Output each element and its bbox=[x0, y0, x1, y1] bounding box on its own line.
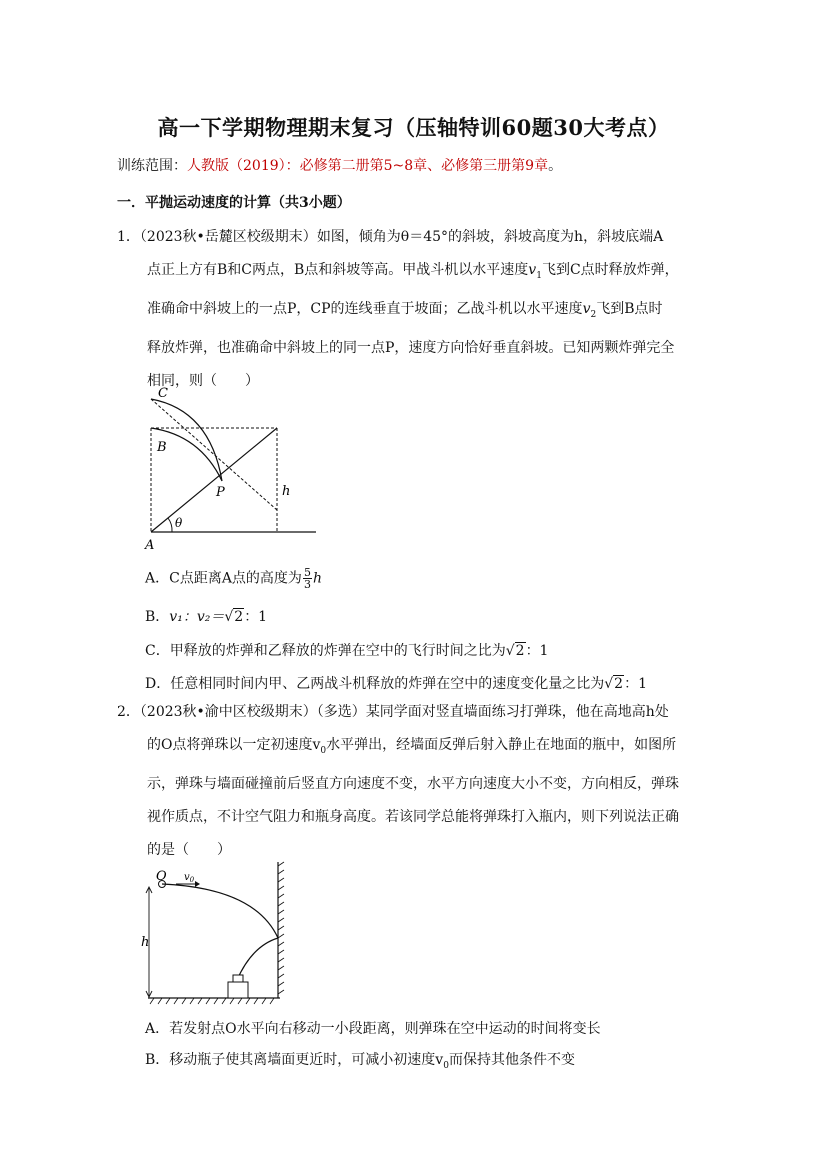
question-number: 1． bbox=[117, 229, 140, 245]
q2-option-b: B．移动瓶子使其离墙面更近时，可减小初速度$v_0$而保持其他条件不变 bbox=[145, 1052, 575, 1071]
label-h: h bbox=[282, 484, 291, 499]
label-A: A bbox=[145, 538, 155, 553]
question-source: （2023秋•渝中区校级期末）（多选） bbox=[139, 704, 366, 720]
training-scope bbox=[117, 155, 562, 175]
label-P: P bbox=[216, 485, 225, 500]
q2-option-a: A．若发射点O水平向右移动一小段距离，则弹珠在空中运动的时间将变长 bbox=[145, 1021, 601, 1037]
q1-option-b: B．v₁：v₂＝√2：1 bbox=[145, 609, 268, 625]
scope-end: 。 bbox=[548, 158, 563, 174]
page-title: 高一下学期物理期末复习（压轴特训60题30大考点） bbox=[157, 115, 670, 140]
question-number: 2． bbox=[117, 704, 140, 720]
question-2: 2．（2023秋•渝中区校级期末）（多选）某同学面对竖直墙面练习打弹珠，他在高地高h处 的O点将弹珠以一定初速度$v_0$水平弹出，经墙面反弹后射入静止在地面的瓶中，如图所 示，弹珠与墙面碰撞前后竖直方向速度不变，水平方向速度大小不变，方向相反，弹珠 视作质点，不计空气阻力和瓶身高度。若该同学总能将弹珠打入瓶内，则下列说法正确 的是（ ） bbox=[117, 704, 679, 858]
label-B: B bbox=[157, 440, 167, 455]
label-theta: θ bbox=[175, 516, 183, 530]
q1-option-d: D．任意相同时间内甲、乙两战斗机释放的炸弹在空中的速度变化量之比为√2：1 bbox=[145, 676, 647, 692]
label-v0: $v_0$ bbox=[184, 872, 195, 884]
label-O: O bbox=[156, 869, 167, 884]
question-source: （2023秋•岳麓区校级期末） bbox=[139, 229, 317, 245]
label-C: C bbox=[158, 386, 168, 401]
q1-option-a: A．C点距离A点的高度为 $\frac{5}{3}$ h bbox=[145, 566, 322, 591]
question-1: 1．（2023秋•岳麓区校级期末）如图，倾角为θ＝45°的斜坡，斜坡高度为h，斜坡底端A 点正上方有B和C两点，B点和斜坡等高。甲战斗机以水平速度$v_1$飞到C点时释放炸弹， 准确命中斜坡上的一点P，CP的连线垂直于坡面；乙战斗机以水平速度$v_2$飞到B点时 释放炸弹，也准确命中斜坡上的同一点P，速度方向恰好垂直斜坡。已知两颗炸弹完全 相同，则（ ） bbox=[117, 229, 679, 389]
label-h: h bbox=[141, 935, 150, 950]
section-heading: 一．平抛运动速度的计算（共3小题） bbox=[117, 195, 351, 211]
scope-label: 训练范围： bbox=[117, 158, 187, 174]
wall-bounce-figure bbox=[140, 858, 295, 1005]
slope-figure bbox=[140, 380, 325, 555]
scope-value: 人教版（2019）：必修第二册第5~8章、必修第三册第9章 bbox=[187, 158, 549, 174]
q1-option-c: C．甲释放的炸弹和乙释放的炸弹在空中的飞行时间之比为√2：1 bbox=[145, 643, 549, 659]
